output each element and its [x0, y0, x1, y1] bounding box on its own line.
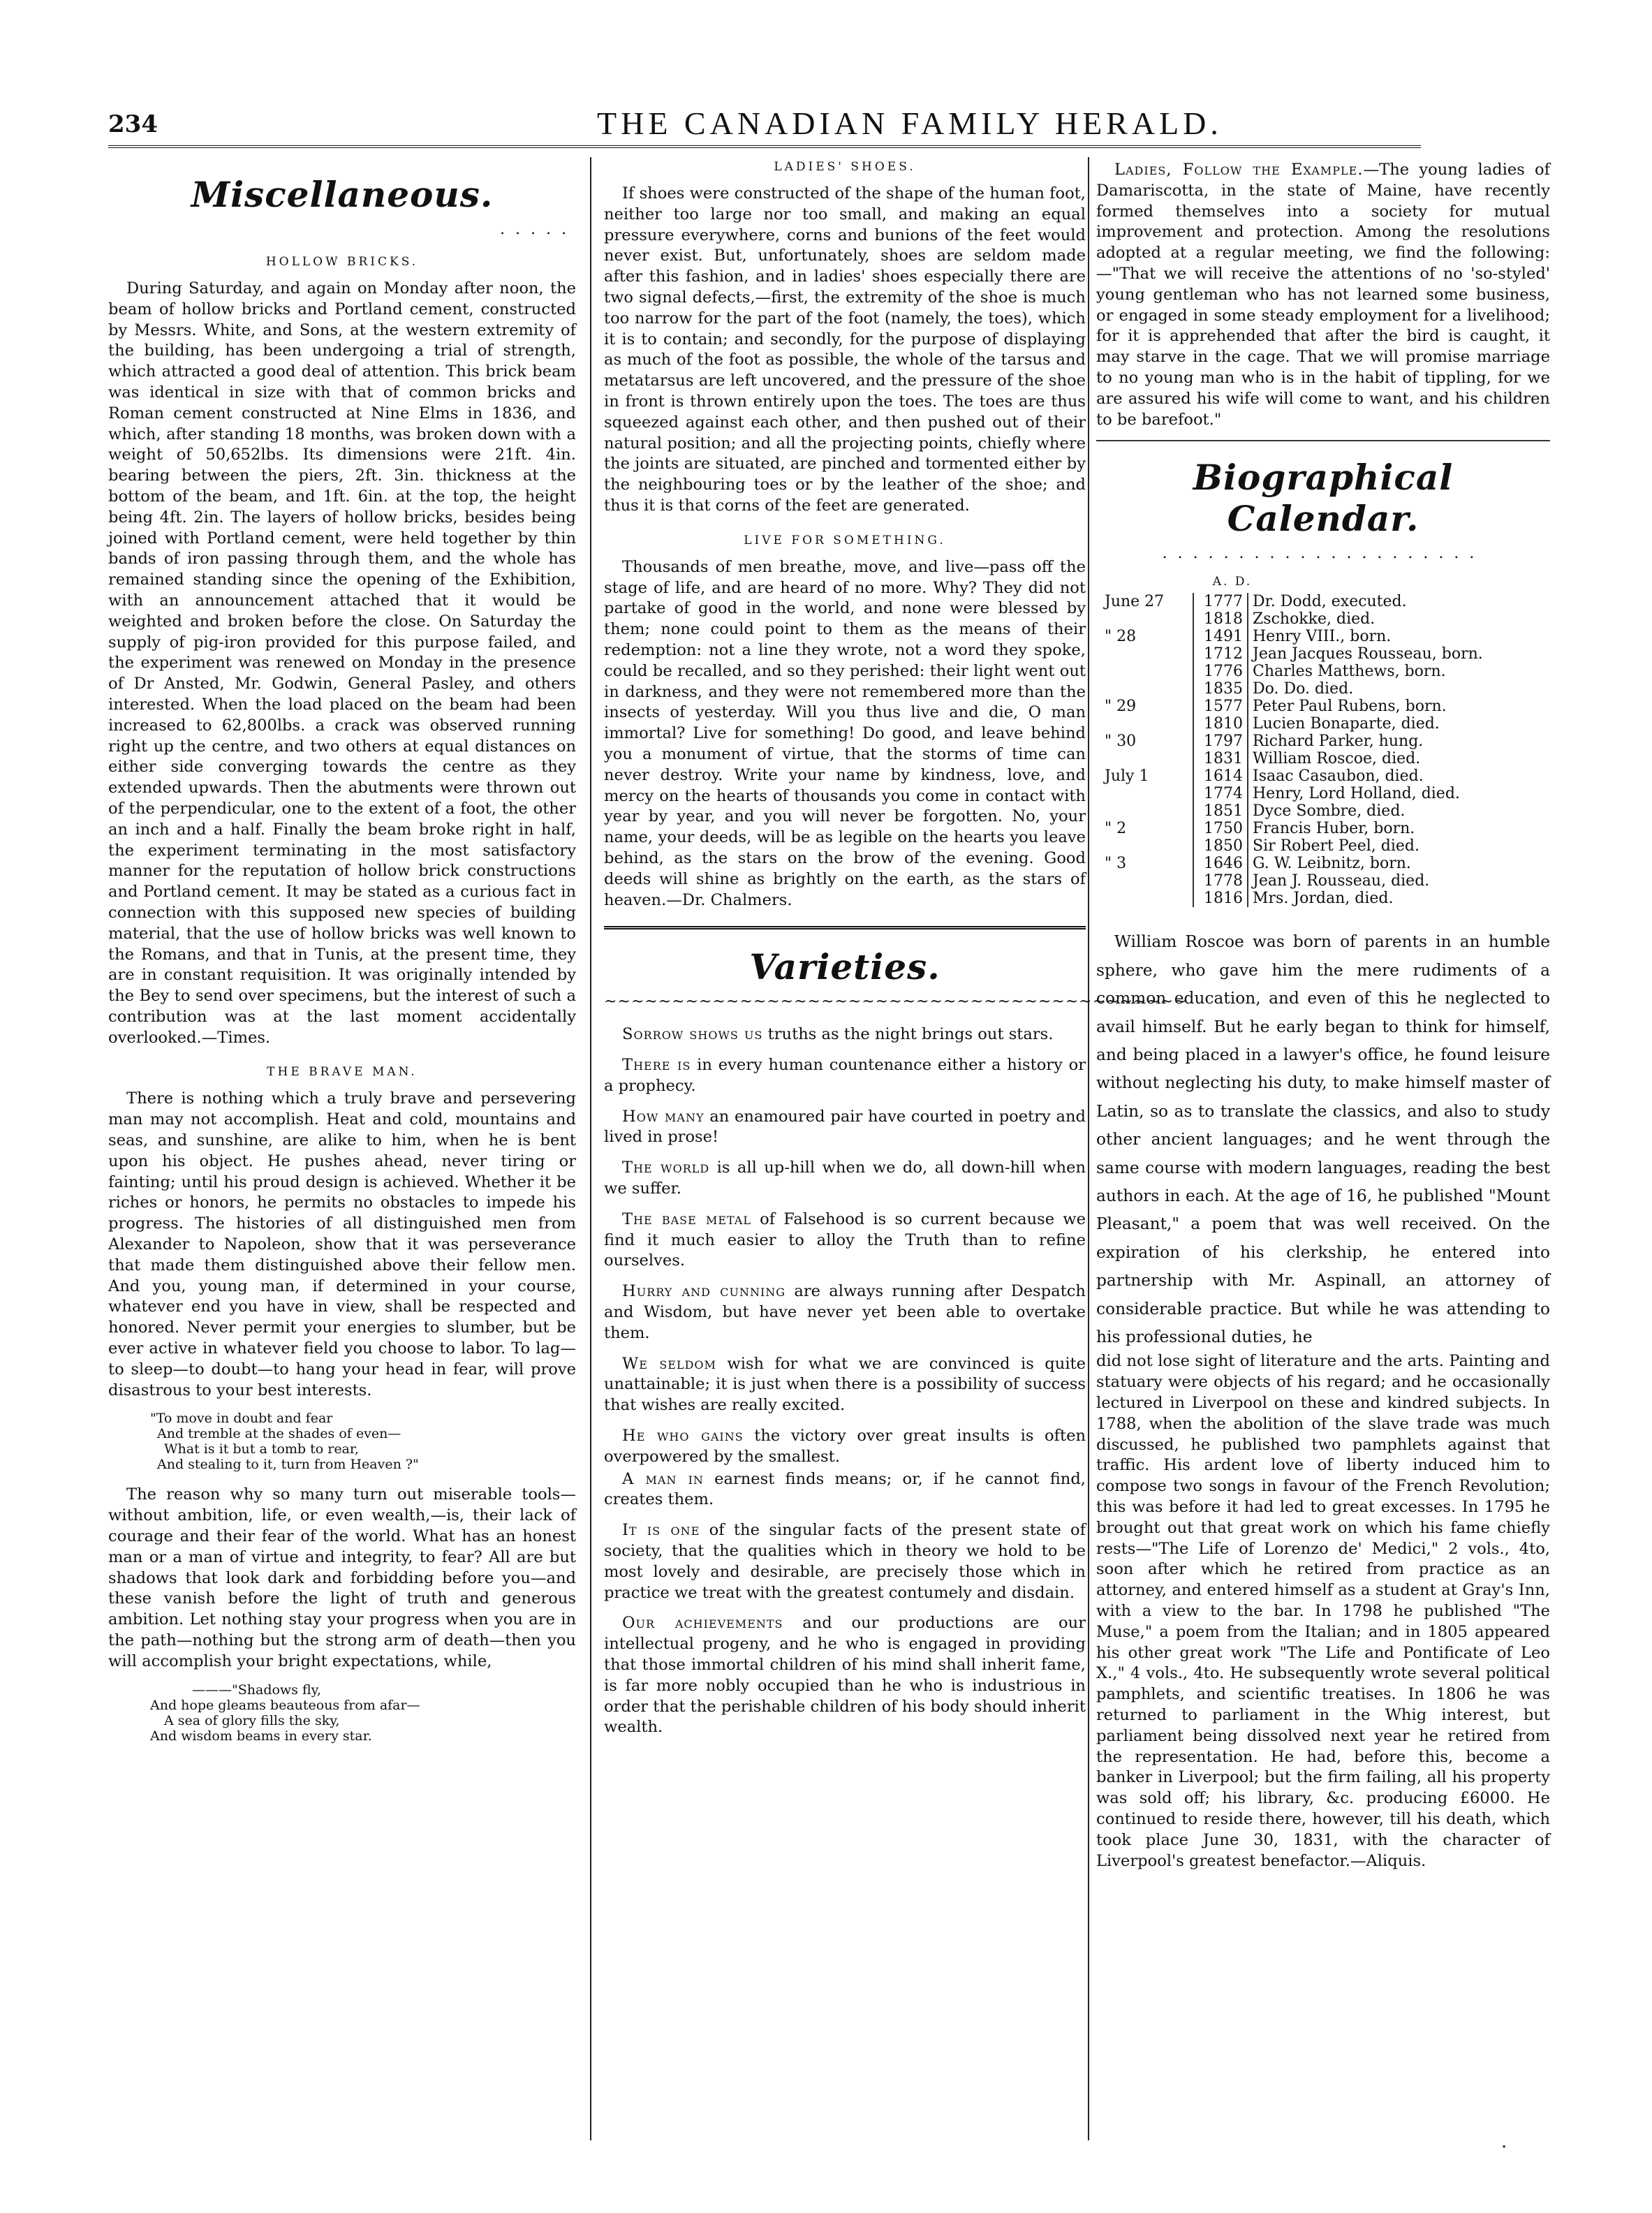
- calendar-row: [1100, 785, 1487, 802]
- calendar-year: 1774: [1193, 785, 1248, 802]
- calendar-row: [1100, 750, 1487, 767]
- column-1: [108, 157, 576, 2140]
- page-mark: ·: [1501, 2137, 1507, 2158]
- calendar-event: Francis Huber, born.: [1253, 820, 1415, 838]
- calendar-date: [1100, 837, 1193, 855]
- calendar-date: " 28: [1105, 628, 1137, 646]
- variety-item: [604, 1158, 1086, 1200]
- poem-line: And wisdom beams in every star.: [150, 1728, 372, 1744]
- section-divider: [604, 926, 1086, 929]
- calendar-row: [1100, 680, 1487, 698]
- calendar-row: [1100, 837, 1487, 855]
- calendar-year: 1577: [1193, 698, 1248, 715]
- calendar-date: [1100, 785, 1193, 802]
- calendar-date: [1100, 715, 1193, 733]
- calendar-event: Henry, Lord Holland, died.: [1253, 785, 1460, 803]
- calendar-date: [1100, 802, 1193, 820]
- ornament-wavy-rule: ~~~~~~~~~~~~~~~~~~~~~~~~~~~~~~~~~~~~~~~~~~~: [604, 993, 1188, 1011]
- calendar-year: 1491: [1193, 628, 1248, 645]
- article-text-brave-man-continued: The reason why so many turn out miserable tools—without ambition, life, or even wealth,—is, their lack of courage and their fear of the world. What has an honest man or a man of virtue and integrity, to fear? All are but shadows that look dark and forbidding before you—and these vanish before the light of truth and generous ambition. Let nothing stay your progress when you are in the path—nothing but the strong arm of death—then you will accomplish your bright expectations, while,: [108, 1485, 576, 1670]
- calendar-date: [1100, 750, 1193, 767]
- calendar-event: Peter Paul Rubens, born.: [1253, 698, 1447, 716]
- section-title-biographical-calendar: Biographical Calendar.: [1193, 457, 1454, 540]
- calendar-year: 1831: [1193, 750, 1248, 767]
- variety-lead: Hurry and cunning: [622, 1282, 786, 1301]
- calendar-event: Isaac Casaubon, died.: [1253, 767, 1424, 786]
- poem-line: And hope gleams beauteous from afar—: [150, 1697, 420, 1713]
- biographical-calendar-table: [1100, 593, 1487, 907]
- article-heading: HOLLOW BRICKS.: [265, 255, 419, 269]
- calendar-year: 1818: [1193, 610, 1248, 628]
- variety-item: [604, 1281, 1086, 1344]
- variety-lead: We seldom: [622, 1354, 716, 1373]
- page-header: [108, 105, 1421, 147]
- calendar-row: [1100, 663, 1487, 680]
- calendar-year: 1777: [1193, 593, 1248, 610]
- variety-lead: There is: [622, 1056, 691, 1075]
- article-heading: LADIES' SHOES.: [774, 160, 916, 174]
- variety-item: [604, 1107, 1086, 1149]
- calendar-event: Zschokke, died.: [1253, 610, 1376, 628]
- section-divider: [1096, 440, 1550, 441]
- calendar-year: 1850: [1193, 837, 1248, 855]
- header-rule: [108, 145, 1421, 148]
- variety-item: [604, 1210, 1086, 1272]
- calendar-year: 1614: [1193, 767, 1248, 785]
- calendar-event: William Roscoe, died.: [1253, 750, 1421, 768]
- calendar-row: [1100, 820, 1487, 837]
- calendar-event: Jean Jacques Rousseau, born.: [1253, 645, 1483, 663]
- calendar-row: [1100, 698, 1487, 715]
- poem-line: And tremble at the shades of even—: [157, 1426, 401, 1442]
- calendar-row: [1100, 767, 1487, 785]
- calendar-date: " 2: [1105, 820, 1127, 838]
- variety-item: [604, 1055, 1086, 1097]
- calendar-year: 1778: [1193, 872, 1248, 890]
- variety-text: the victory over great insults is often overpowered by the smallest.: [604, 1427, 1086, 1466]
- calendar-event: Jean J. Rousseau, died.: [1253, 872, 1430, 890]
- column-divider: [1088, 157, 1089, 2140]
- article-text-live-for-something: Thousands of men breathe, move, and live—pass off the stage of life, and are heard of no more. Why? They did not partake of good in the world, and none were blessed by them; none could point to them as the means of their redemption: not a line they wrote, not a word they spoke, could be recalled, and so they perished: their light went out in darkness, and they were not remembered more than the insects of yesterday. Will you thus live and die, O man immortal? Live for something! Do good, and leave behind you a monument of virtue, that the storms of time can never destroy. Write your name by kindness, love, and mercy on the hearts of thousands you come in contact with year by year, and you will never be forgotten. No, your name, your deeds, will be as legible on the hearts you leave behind, as the stars on the brow of the evening. Good deeds will shine as brightly on the earth, as the stars of heaven.—Dr. Chalmers.: [604, 557, 1086, 909]
- calendar-row: [1100, 610, 1487, 628]
- calendar-date: " 30: [1105, 733, 1137, 751]
- article-text-roscoe: William Roscoe was born of parents in an humble sphere, who gave him the mere rudiments of a common education, and even of this he neglected to avail himself. But he early began to think for himself, and being placed in a lawyer's office, he found leisure without neglecting his duty, to make himself master of Latin, so as to translate the classics, and also to study other ancient languages; and he went through the same course with modern languages, reading the best authors in each. At the age of 16, he published "Mount Pleasant," a poem that was well received. On the expiration of his clerkship, he entered into partnership with Mr. Aspinall, an attorney of considerable practice. But while he was attending to his professional duties, he: [1096, 932, 1550, 1347]
- poem-line: ———"Shadows fly,: [192, 1682, 321, 1698]
- variety-lead: The world: [622, 1159, 710, 1177]
- calendar-event: G. W. Leibnitz, born.: [1253, 855, 1411, 873]
- calendar-date: [1100, 645, 1193, 663]
- variety-text: is all up-hill when we do, all down-hill when we suffer.: [604, 1159, 1086, 1198]
- calendar-event: Mrs. Jordan, died.: [1253, 890, 1394, 908]
- variety-lead: Sorrow shows us: [622, 1025, 763, 1044]
- calendar-event: Richard Parker, hung.: [1253, 733, 1424, 751]
- calendar-row: [1100, 872, 1487, 890]
- variety-item: [604, 1024, 1086, 1045]
- calendar-event: Dyce Sombre, died.: [1253, 802, 1406, 821]
- ornament-dots: . . . . . . . . . . . . . . . . . . . . .: [1162, 545, 1477, 563]
- ornament-dots: . . . . .: [500, 221, 569, 238]
- calendar-year: 1835: [1193, 680, 1248, 698]
- calendar-event: Dr. Dodd, executed.: [1253, 593, 1407, 611]
- variety-text: earnest finds means; or, if he cannot find, creates them.: [604, 1469, 1086, 1509]
- poem-line: What is it but a tomb to rear,: [164, 1441, 359, 1457]
- variety-lead: The base metal: [622, 1210, 751, 1228]
- calendar-year: 1797: [1193, 733, 1248, 750]
- variety-lead: He who gains: [622, 1427, 744, 1446]
- calendar-row: [1100, 890, 1487, 907]
- calendar-event: Do. Do. died.: [1253, 680, 1354, 698]
- article-text-brave-man: There is nothing which a truly brave and persevering man may not accomplish. Heat and cold, mountains and seas, and sunshine, are alike to him, when he is bent upon his object. He pushes ahead, never tiring or fainting; until his proud design is achieved. Whether it be riches or honors, he permits no obstacles to impede his progress. The histories of all distinguished men from Alexander to Napoleon, show that it was perseverance that made them distinguished above their fellow men. And you, young man, if determined in your course, whatever end you have in view, shall be respected and honored. Never permit your energies to slumber, but be ever active in whatever field you choose to labor. To lag—to sleep—to doubt—to hang your head in fear, will prove disastrous to your best interests.: [108, 1089, 576, 1399]
- variety-text: an enamoured pair have courted in poetry and lived in prose!: [604, 1107, 1086, 1147]
- calendar-date: [1100, 610, 1193, 628]
- calendar-row: [1100, 715, 1487, 733]
- calendar-date: [1100, 663, 1193, 680]
- variety-lead: A man in: [622, 1469, 704, 1488]
- calendar-row: [1100, 645, 1487, 663]
- poem-line: A sea of glory fills the sky,: [164, 1712, 340, 1728]
- calendar-year: 1750: [1193, 820, 1248, 837]
- article-heading: LIVE FOR SOMETHING.: [744, 533, 946, 547]
- column-3: [1096, 157, 1550, 2140]
- poem-quote: [150, 1411, 576, 1472]
- calendar-row: [1100, 733, 1487, 750]
- calendar-year: 1776: [1193, 663, 1248, 680]
- variety-text: in every human countenance either a history or a prophecy.: [604, 1056, 1086, 1095]
- article-text-ladies-follow: [1096, 160, 1550, 430]
- variety-item: [604, 1613, 1086, 1738]
- variety-text: wish for what we are convinced is quite unattainable; it is just when there is a possibility of success that wishes are really excited.: [604, 1354, 1086, 1415]
- article-text-hollow-bricks: During Saturday, and again on Monday after noon, the beam of hollow bricks and Portland cement, constructed by Messrs. White, and Sons, at the western extremity of the building, has been undergoing a trial of strength, which attracted a good deal of attention. This brick beam was identical in size with that of common bricks and Roman cement constructed at Nine Elms in 1836, and which, after standing 18 months, was broken down with a weight of 50,652lbs. Its dimensions were 21ft. 4in. bearing between the piers, 2ft. 3in. thickness at the bottom of the beam, and 1ft. 6in. at the top, the height being 4ft. 2in. The layers of hollow bricks, besides being joined with Portland cement, were held together by thin bands of iron passing through them, and the whole has remained standing since the opening of the Exhibition, with an announcement attached that it would be weighted and broken before the close. On Saturday the supply of pig-iron provided for this purpose failed, and the experiment was renewed on Monday in the presence of Dr Ansted, Mr. Godwin, General Pasley, and others interested. When the load placed on the beam had been increased to 62,800lbs. a crack was observed running right up the centre, and two others at equal distances on either side converging towards the centre as they extended upwards. Then the abutments were thrown out of the perpendicular, one to the extent of a foot, the other an inch and a half. Finally the beam broke right in half, the experiment terminating in the most satisfactory manner for the reputation of hollow brick constructions and Portland cement. It may be stated as a curious fact in connection with this supposed new species of building material, that the use of hollow bricks was well known to the Romans, and that in Tunis, at the present time, they are in constant requisition. It was originally intended by the Bey to send over specimens, but the interest of such a contribution was at the last moment accidentally overlooked.—Times.: [108, 279, 576, 1047]
- variety-text: and our productions are our intellectual progeny, and he who is engaged in providing that those immortal children of his mind shall inherit fame, is far more nobly occupied than he who is industrious in order that the perishable children of his body should inherit wealth.: [604, 1614, 1086, 1737]
- poem-quote: [150, 1682, 576, 1744]
- article-body: —The young ladies of Damariscotta, in the state of Maine, have recently formed themselves into a society for mutual improvement and protection. Among the resolutions adopted at a regular meeting, we find the following:—"That we will receive the attentions of no 'so-styled' young gentleman who has not learned some business, or engaged in some steady employment for a livelihood; for it is apprehended that after the bird is caught, it may starve in the cage. That we will promise marriage to no young man who is in the habit of tippling, for we are assured his wife will come to want, and his children to be barefoot.": [1096, 161, 1550, 429]
- poem-line: "To move in doubt and fear: [150, 1411, 333, 1427]
- variety-lead: Our achievements: [622, 1614, 783, 1633]
- calendar-year: 1810: [1193, 715, 1248, 733]
- calendar-event: Charles Matthews, born.: [1253, 663, 1446, 681]
- calendar-date: [1100, 872, 1193, 890]
- page-number: 234: [108, 110, 158, 138]
- article-heading: THE BRAVE MAN.: [267, 1065, 418, 1080]
- variety-text: of Falsehood is so current because we find it much easier to alloy the Truth than to refine ourselves.: [604, 1210, 1086, 1270]
- variety-item: [604, 1520, 1086, 1603]
- variety-item: [604, 1354, 1086, 1416]
- calendar-date: [1100, 680, 1193, 698]
- variety-item: [604, 1426, 1086, 1468]
- calendar-year: 1712: [1193, 645, 1248, 663]
- variety-text: truths as the night brings out stars.: [762, 1025, 1054, 1044]
- variety-lead: How many: [622, 1107, 705, 1126]
- calendar-row: [1100, 802, 1487, 820]
- variety-text: of the singular facts of the present state of society, that the qualities which in theory we hold to be most lovely and desirable, are precisely those which in practice we treat with the greatest contumely and disdain.: [604, 1521, 1086, 1602]
- variety-text: are always running after Despatch and Wisdom, but have never yet been able to overtake them.: [604, 1282, 1086, 1342]
- calendar-event: Henry VIII., born.: [1253, 628, 1392, 646]
- calendar-row: [1100, 855, 1487, 872]
- calendar-date: " 29: [1105, 698, 1137, 716]
- masthead-title: THE CANADIAN FAMILY HERALD.: [597, 105, 1223, 141]
- calendar-row: [1100, 593, 1487, 610]
- calendar-row: [1100, 628, 1487, 645]
- calendar-year: 1816: [1193, 890, 1248, 907]
- section-title-varieties: Varieties.: [749, 946, 941, 988]
- article-text-roscoe-continued: did not lose sight of literature and the arts. Painting and statuary were objects of his regard; and he occasionally lectured in Liverpool on these and kindred subjects. In 1788, when the abolition of the slave trade was much discussed, he published two pamphlets against that traffic. His ardent love of liberty induced him to compose two songs in favour of the French Revolution; this was before it had led to great excesses. In 1795 he brought out that great work on which his fame chiefly rests—"The Life of Lorenzo de' Medici," 2 vols., 4to, soon after which he retired from practice as an attorney, and entered himself as a student at Gray's Inn, with a view to the bar. In 1798 he published "The Muse," a poem from the Italian; and in 1805 appeared his other great work "The Life and Pontificate of Leo X.," 4 vols., 4to. He subsequently wrote several political pamphlets, and scientific treatises. In 1806 he was returned to parliament in the Whig interest, but parliament being dissolved next year he retired from the representation. He had, before this, become a banker in Liverpool; but the firm failing, all his property was sold off; his library, &c. producing £6000. He continued to reside there, however, till his death, which took place June 30, 1831, with the character of Liverpool's greatest benefactor.—Aliquis.: [1096, 1352, 1550, 1870]
- column-divider: [590, 157, 591, 2140]
- section-title-miscellaneous: Miscellaneous.: [191, 174, 494, 215]
- calendar-date: " 3: [1105, 855, 1127, 873]
- calendar-date: June 27: [1105, 593, 1165, 611]
- calendar-year: 1851: [1193, 802, 1248, 820]
- calendar-date: [1100, 890, 1193, 907]
- variety-item: [604, 1469, 1086, 1511]
- calendar-date: July 1: [1105, 767, 1149, 786]
- calendar-year: 1646: [1193, 855, 1248, 872]
- article-lead: Ladies, Follow the Example.: [1114, 161, 1364, 179]
- variety-lead: It is one: [622, 1521, 700, 1540]
- calendar-event: Sir Robert Peel, died.: [1253, 837, 1419, 855]
- poem-line: And stealing to it, turn from Heaven ?": [157, 1457, 419, 1473]
- calendar-event: Lucien Bonaparte, died.: [1253, 715, 1440, 733]
- article-text-ladies-shoes: If shoes were constructed of the shape of the human foot, neither too large nor too small, and making an equal pressure everywhere, corns and bunions of the feet would never exist. But, unfortunately, shoes are seldom made after this fashion, and in ladies' shoes especially there are two signal defects,—first, the extremity of the shoe is much too narrow for the part of the foot (namely, the toes), which it is to contain; and secondly, for the purpose of displaying as much of the foot as possible, the whole of the tarsus and metatarsus are left uncovered, and the pressure of the shoe in front is thrown entirely upon the toes. The toes are thus squeezed against each other, and then pushed out of their natural position; and all the projecting points, chiefly where the joints are situated, are pinched and tormented either by the neighbouring toes or by the leather of the shoe; and thus it is that corns of the feet are generated.: [604, 184, 1086, 515]
- calendar-ad-label: A. D.: [1212, 575, 1253, 589]
